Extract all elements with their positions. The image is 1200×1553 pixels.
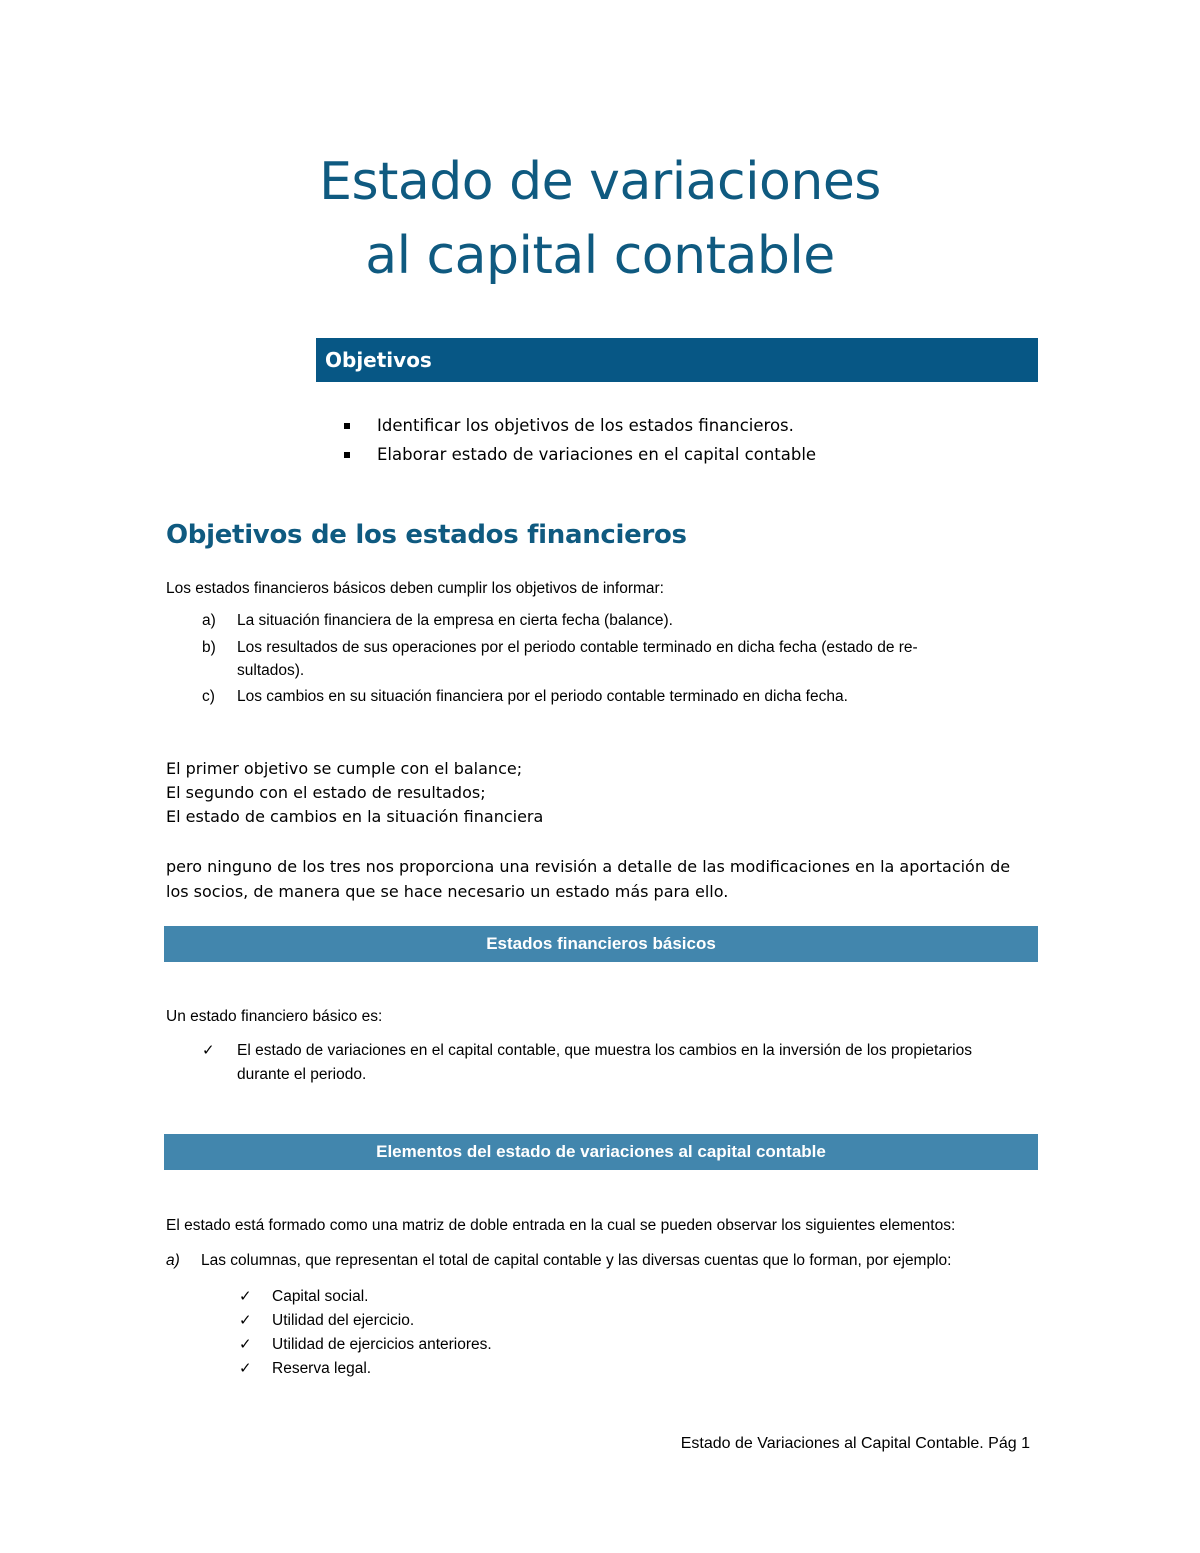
objectives-heading-bar: Objetivos [316, 338, 1038, 382]
list-item-b: Los resultados de sus operaciones por el periodo contable terminado en dicha fecha (estado de re- [237, 639, 918, 656]
paragraph-line-2: los socios, de manera que se hace necesario un estado más para ello. [166, 882, 729, 901]
checkmark-icon: ✓ [239, 1311, 252, 1329]
page-title-line-2: al capital contable [365, 226, 835, 286]
list-item-c: Los cambios en su situación financiera por el periodo contable terminado en dicha fecha. [237, 688, 848, 705]
check-item-line-2: durante el periodo. [237, 1066, 367, 1083]
list-item-a: La situación financiera de la empresa en cierta fecha (balance). [237, 612, 673, 629]
text-line: El estado de cambios en la situación financiera [166, 807, 544, 826]
page-footer: Estado de Variaciones al Capital Contable. Pág 1 [680, 1435, 1030, 1452]
objective-item-2: Elaborar estado de variaciones en el capital contable [377, 445, 817, 464]
bullet-icon [344, 423, 350, 429]
check-item: Utilidad del ejercicio. [272, 1312, 415, 1329]
section-bar-elementos: Elementos del estado de variaciones al capital contable [164, 1134, 1038, 1170]
section-intro: Un estado financiero básico es: [166, 1008, 383, 1025]
check-item: Reserva legal. [272, 1360, 372, 1377]
checkmark-icon: ✓ [239, 1287, 252, 1305]
section-bar-estados-financieros: Estados financieros básicos [164, 926, 1038, 962]
page-title-line-1: Estado de variaciones [319, 152, 881, 212]
checkmark-icon: ✓ [239, 1359, 252, 1377]
section-heading: Objetivos de los estados financieros [166, 520, 687, 550]
check-item: Utilidad de ejercicios anteriores. [272, 1336, 492, 1353]
check-item: Capital social. [272, 1288, 369, 1305]
list-item-b-continued: sultados). [237, 662, 305, 679]
bullet-icon [344, 452, 350, 458]
text-line: El segundo con el estado de resultados; [166, 783, 486, 802]
check-item-line-1: El estado de variaciones en el capital contable, que muestra los cambios en la inversión de los propietarios [237, 1042, 972, 1059]
paragraph-line-1: pero ninguno de los tres nos proporciona una revisión a detalle de las modificaciones en la aportación de [166, 857, 1011, 876]
text-line: El primer objetivo se cumple con el balance; [166, 759, 523, 778]
list-item-a: Las columnas, que representan el total de capital contable y las diversas cuentas que lo forman, por ejemplo: [201, 1252, 952, 1269]
section-intro: Los estados financieros básicos deben cumplir los objetivos de informar: [166, 580, 664, 597]
list-marker: b) [202, 639, 216, 656]
objective-item-1: Identificar los objetivos de los estados financieros. [377, 416, 794, 435]
checkmark-icon: ✓ [202, 1041, 215, 1059]
list-marker: a) [166, 1252, 180, 1269]
list-marker: c) [202, 688, 215, 705]
checkmark-icon: ✓ [239, 1335, 252, 1353]
list-marker: a) [202, 612, 216, 629]
section-intro: El estado está formado como una matriz de doble entrada en la cual se pueden observar los siguientes elementos: [166, 1217, 956, 1234]
